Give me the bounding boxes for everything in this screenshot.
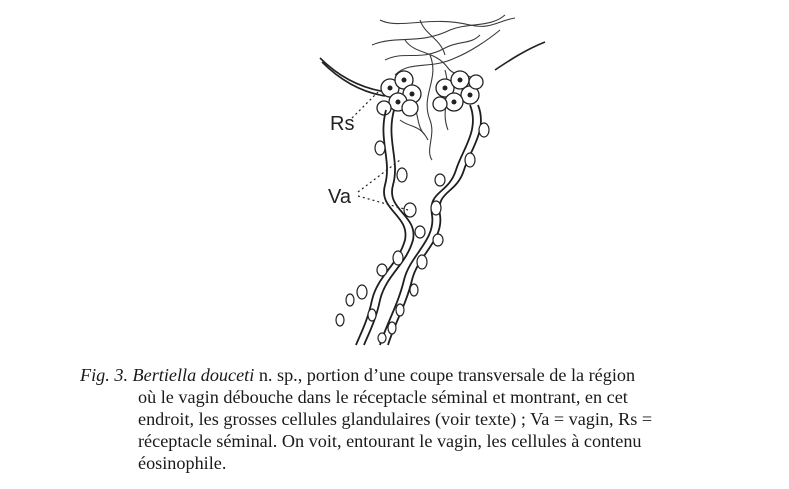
caption-line-3: endroit, les grosses cellules glandulaires (voir texte) ; Va = vagin, Rs = xyxy=(138,409,653,429)
caption-line-1 xyxy=(80,364,770,386)
eosinophilic-cells xyxy=(336,123,489,343)
figure-caption xyxy=(80,364,770,474)
caption-line-4: réceptacle séminal. On voit, entourant le vagin, les cellules à contenu xyxy=(138,431,642,451)
species-name: Bertiella douceti xyxy=(132,365,255,385)
gland-cells xyxy=(377,71,483,116)
rs-label: Rs xyxy=(330,113,355,135)
va-label: Va xyxy=(328,186,351,208)
caption-line-1-text: n. sp., portion d’une coupe transversale de la région xyxy=(258,365,636,385)
caption-line-2: où le vagin débouche dans le réceptacle séminal et montrant, en cet xyxy=(138,387,628,407)
figure-number: Fig. 3. xyxy=(80,365,128,385)
vagina-walls xyxy=(356,105,481,345)
caption-line-5: éosinophile. xyxy=(138,453,227,473)
